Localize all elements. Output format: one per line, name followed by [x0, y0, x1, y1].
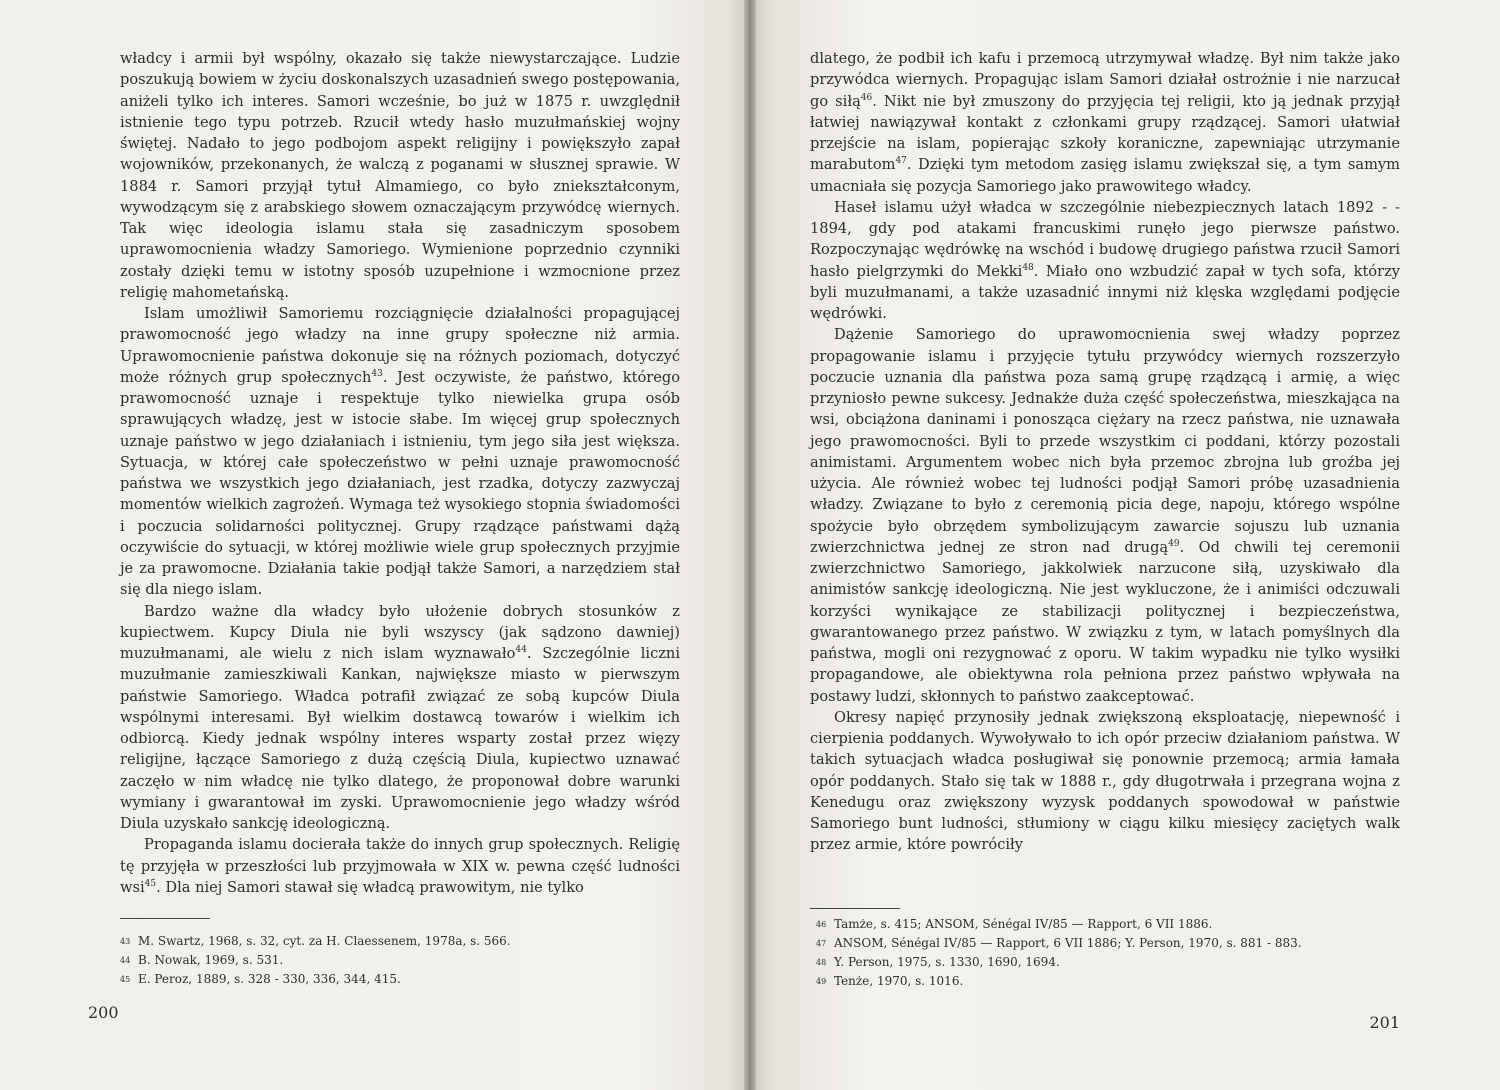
left-page-footnotes — [120, 932, 680, 989]
page-number: 200 — [88, 1003, 119, 1022]
paragraph-text: . Dzięki tym metodom zasięg islamu zwiększał się, a tym samym umacniała się pozycja Samoriego jako prawowitego władcy. — [810, 156, 1400, 195]
paragraph-text: . Dla niej Samori stawał się władcą prawowitym, nie tylko — [156, 878, 584, 896]
footnote-reference: 43 — [371, 368, 383, 379]
paragraph — [810, 48, 1400, 197]
footnote-number: 49 — [816, 977, 827, 986]
paragraph-text: Propaganda islamu docierała także do innych grup społecznych. Religię tę przyjęła w przeszłości lub przyjmowała w XIX w. pewna część ludności wsi — [120, 836, 680, 896]
footnote — [120, 951, 680, 970]
footnote-rule — [120, 918, 210, 919]
paragraph-text: . Od chwili tej ceremonii zwierzchnictwo Samoriego, jakkolwiek narzucone siłą, uzyskiwało dla animistów sankcję ideologiczną. Nie jest wykluczone, że i animiści odczuwali korzyści wynikające ze stabilizacji politycznej i bezpieczeństwa, gwarantowanego przez państwo. W związku z tym, w latach pomyślnych dla państwa, mogli oni rezygnować z oporu. W takim wypadku nie tylko wysiłki propagandowe, ale obiektywna rola pełniona przez państwo wpływała na postawy ludzi, skłonnych to państwo zaakceptować. — [810, 538, 1400, 705]
footnote-number: 47 — [816, 939, 827, 948]
footnote-text: B. Nowak, 1969, s. 531. — [138, 953, 284, 967]
paragraph-text: Dążenie Samoriego do uprawomocnienia swej władzy poprzez propagowanie islamu i przyjęcie tytułu przywódcy wiernych rozszerzyło poczucie uznania dla państwa poza samą grupę rządzącą i armię, a więc przyniosło pewne sukcesy. Jednakże duża część społeczeństwa, mieszkająca na wsi, obciążona daninami i ponosząca ciężary na rzecz państwa, nie uznawała jego prawomocności. Byli to przede wszystkim ci poddani, którzy pozostali animistami. Argumentem wobec nich była przemoc zbrojna lub groźba jej użycia. Ale również wobec tej ludności podjął Samori próbę uzasadnienia władzy. Związane to było z ceremonią picia dege, napoju, którego wspólne spożycie było obrzędem symbolizującym zawarcie sojuszu lub uznania zwierzchnictwa jednej ze stron nad drugą — [810, 326, 1400, 556]
paragraph — [120, 303, 680, 601]
paragraph-text: Haseł islamu użył władca w szczególnie niebezpiecznych latach 1892 - - 1894, gdy pod atakami francuskimi runęło jego pierwsze państwo. Rozpoczynając wędrówkę na wschód i budowę drugiego państwa rzucił Samori hasło pielgrzymki do Mekki — [810, 198, 1400, 280]
footnote-text: ANSOM, Sénégal IV/85 — Rapport, 6 VII 1886; Y. Person, 1970, s. 881 - 883. — [834, 936, 1302, 950]
footnote — [816, 953, 1456, 972]
paragraph-text: Bardzo ważne dla władcy było ułożenie dobrych stosunków z kupiectwem. Kupcy Diula nie byli wszyscy (jak sądzono dawniej) muzułmanami, ale wielu z nich islam wyznawało — [120, 602, 680, 662]
footnote-text: Tenże, 1970, s. 1016. — [834, 974, 964, 988]
paragraph-text: władcy i armii był wspólny, okazało się także niewystarczające. Ludzie poszukują bowiem w życiu doskonalszych uzasadnień swego postępowania, aniżeli tylko ich interes. Samori wcześnie, bo już w 1875 r. uwzględnił istnienie tego typu potrzeb. Rzucił wtedy hasło muzułmańskiej wojny świętej. Nadało to jego podbojom aspekt religijny i powiększyło zapał wojowników, przekonanych, że walczą z poganami w słusznej sprawie. W 1884 r. Samori przyjął tytuł Almamiego, co było zniekształconym, wywodzącym się z arabskiego słowem oznaczającym przywódcę wiernych. Tak więc ideologia islamu stała się zasadniczym sposobem uprawomocnienia władzy Samoriego. Wymienione poprzednio czynniki zostały dzięki temu w istotny sposób uzupełnione i wzmocnione przez religię mahometańską. — [120, 50, 680, 301]
footnote — [816, 915, 1456, 934]
left-page-body-text — [120, 48, 680, 898]
footnote — [120, 932, 680, 951]
footnote-number: 46 — [816, 920, 827, 929]
paragraph-text: . Nikt nie był zmuszony do przyjęcia tej religii, kto ją jednak przyjął łatwiej nawiązywał kontakt z członkami grupy rządzącej. Samori ułatwiał przejście na islam, popierając szkoły koraniczne, zapewniając utrzymanie marabutom — [810, 92, 1400, 174]
paragraph-text: Okresy napięć przynosiły jednak zwiększoną eksploatację, niepewność i cierpienia poddanych. Wywoływało to ich opór przeciw działaniom państwa. W takich sytuacjach władca posługiwał się ponownie przemocą; armia łamała opór poddanych. Stało się tak w 1888 r., gdy długotrwała i przegrana wojna z Kenedugu oraz zwiększony wyzysk poddanych spowodował w państwie Samoriego bunt ludności, stłumiony w ciągu kilku miesięcy zaciętych walk przez armie, które powróciły — [810, 708, 1400, 854]
paragraph-text: Islam umożliwił Samoriemu rozciągnięcie działalności propagującej prawomocność jego władzy na inne grupy społeczne niż armia. Uprawomocnienie państwa dokonuje się na różnych poziomach, dotyczyć może różnych grup społecznych — [120, 305, 680, 386]
footnote — [816, 972, 1456, 991]
paragraph-text: . Jest oczywiste, że państwo, którego prawomocność uznaje i respektuje tylko niewielka grupa osób sprawujących władzę, jest w istocie słabe. Im więcej grup społecznych uznaje państwo w jego działaniach i istnieniu, tym jego siła jest większa. Sytuacja, w której całe społeczeństwo w pełni uznaje prawomocność państwa we wszystkich jego działaniach, jest rzadka, dotyczy zazwyczaj momentów wielkich zagrożeń. Wymaga też wysokiego stopnia świadomości i poczucia solidarności politycznej. Grupy rządzące państwami dążą oczywiście do sytuacji, w której możliwie wiele grup społecznych przyjmie je za prawomocne. Działania takie podjął także Samori, a narzędziem stał się dla niego islam. — [120, 368, 680, 599]
book-gutter — [744, 0, 756, 1090]
footnote-number: 43 — [120, 937, 131, 946]
footnote-number: 48 — [816, 958, 827, 967]
right-page — [750, 0, 1500, 1090]
footnote-text: E. Peroz, 1889, s. 328 - 330, 336, 344, 415. — [138, 972, 401, 986]
paragraph — [810, 324, 1400, 707]
footnote-number: 45 — [120, 975, 131, 984]
right-page-body-text — [810, 48, 1400, 856]
footnote-reference: 44 — [515, 645, 527, 656]
footnote-text: Tamże, s. 415; ANSOM, Sénégal IV/85 — Rapport, 6 VII 1886. — [834, 917, 1213, 931]
footnote-reference: 49 — [1168, 538, 1180, 549]
paragraph-text: . Miało ono wzbudzić zapał w tych sofa, którzy byli muzułmanami, a także uzasadnić innymi niż klęska względami podjęcie wędrówki. — [810, 262, 1401, 322]
footnote-reference: 47 — [895, 156, 907, 167]
paragraph — [120, 601, 680, 835]
footnote — [816, 934, 1456, 953]
paragraph-text: . Szczególnie liczni muzułmanie zamieszkiwali Kankan, największe miasto w pierwszym państwie Samoriego. Władca potrafił związać ze sobą kupców Diula wspólnymi interesami. Był wielkim dostawcą towarów i wielkim ich odbiorcą. Kiedy jednak wspólny interes wsparty został przez więzy religijne, łączące Samoriego z dużą częścią Diula, kupiectwo uznawać zaczęło w nim władcę nie tylko dlatego, że proponował dobre warunki wymiany i gwarantował im zyski. Uprawomocnienie jego władzy wśród Diula uzyskało sankcję ideologiczną. — [120, 645, 680, 832]
paragraph-text: dlatego, że podbił ich kafu i przemocą utrzymywał władzę. Był nim także jako przywódca wiernych. Propagując islam Samori działał ostrożnie i nie narzucał go siłą — [810, 50, 1400, 110]
right-page-footnotes — [816, 915, 1456, 991]
footnote-number: 44 — [120, 956, 131, 965]
page-number: 201 — [1369, 1013, 1400, 1032]
footnote-rule — [810, 908, 900, 909]
footnote-reference: 45 — [144, 878, 157, 889]
footnote — [120, 970, 680, 989]
paragraph — [120, 48, 680, 303]
footnote-text: Y. Person, 1975, s. 1330, 1690, 1694. — [834, 955, 1060, 969]
paragraph — [810, 197, 1400, 325]
paragraph — [810, 707, 1400, 856]
footnote-text: M. Swartz, 1968, s. 32, cyt. za H. Claessenem, 1978a, s. 566. — [138, 934, 511, 948]
footnote-reference: 48 — [1022, 262, 1034, 273]
footnote-reference: 46 — [860, 92, 873, 103]
paragraph — [120, 834, 680, 898]
